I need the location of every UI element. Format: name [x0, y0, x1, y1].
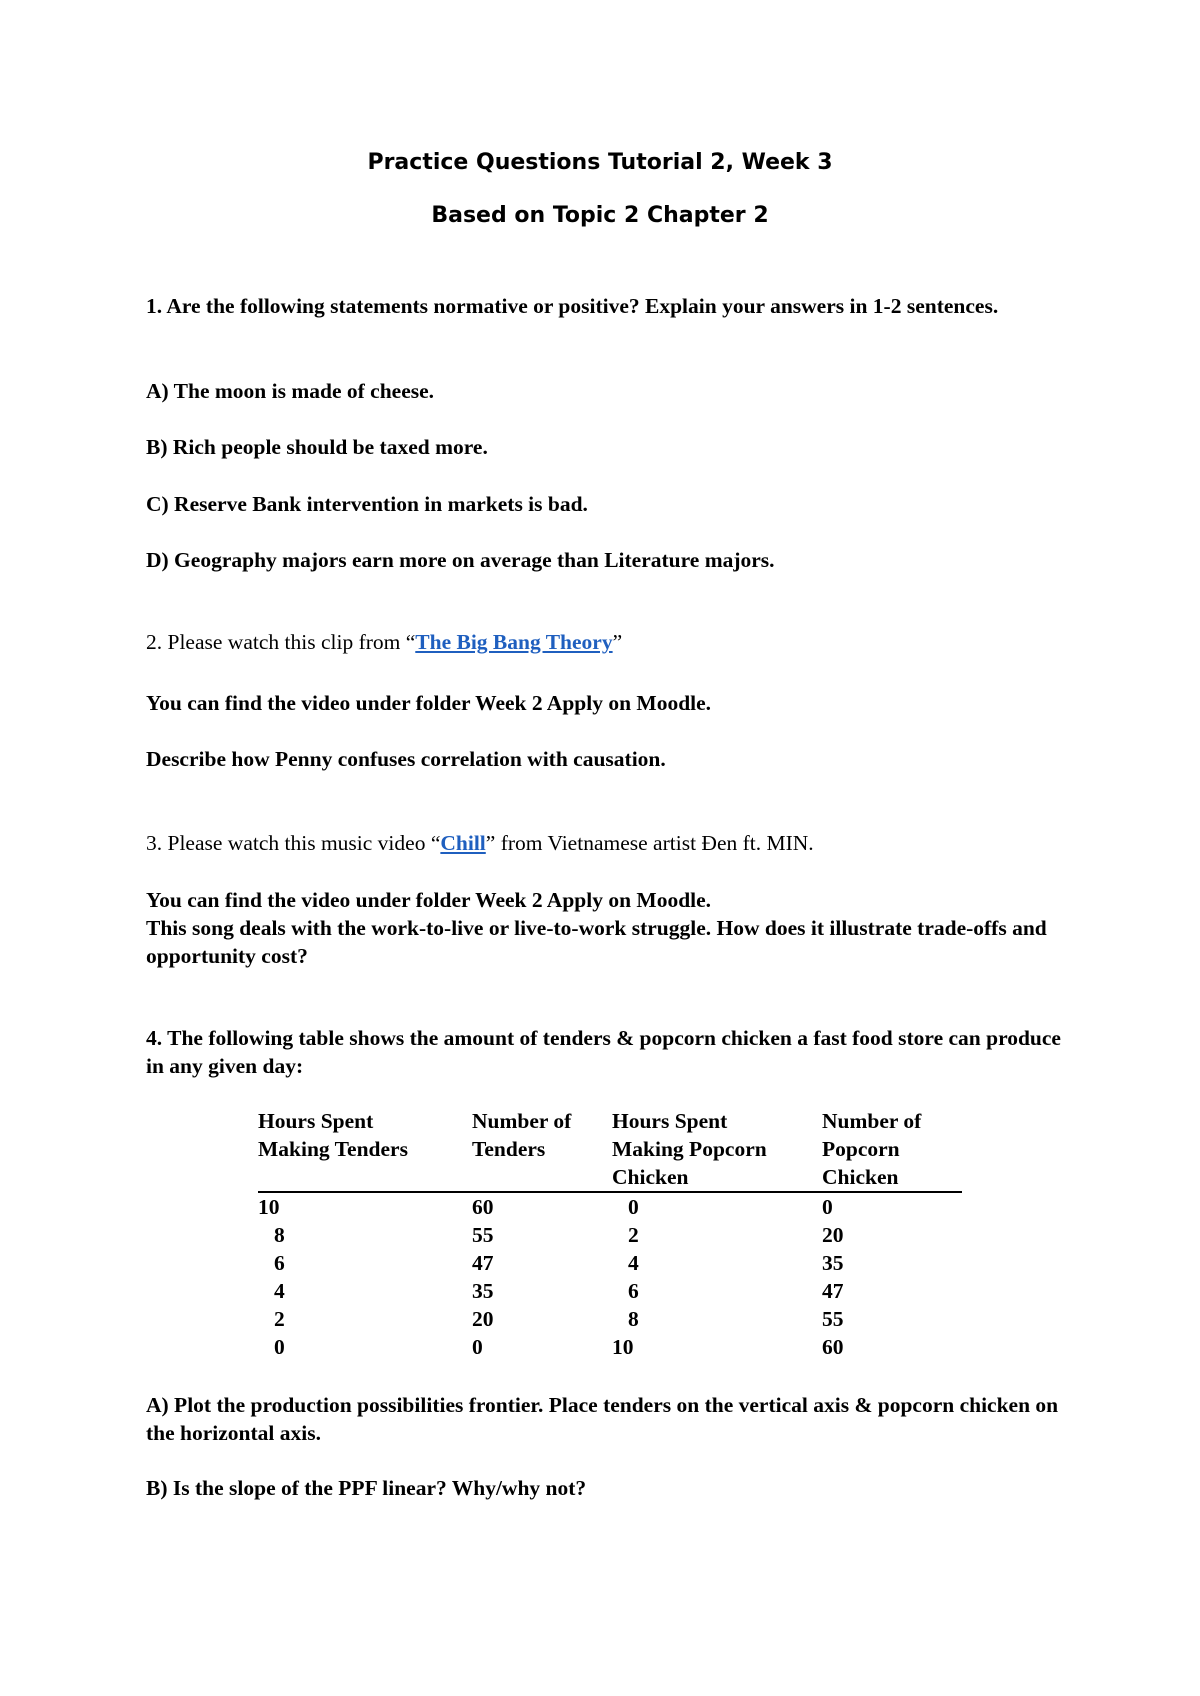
table-cell: 6	[628, 1279, 639, 1303]
q4-part-b: B) Is the slope of the PPF linear? Why/why not?	[146, 1476, 587, 1500]
q3-suffix: ” from Vietnamese artist Đen ft. MIN.	[485, 831, 814, 855]
q2-task: Describe how Penny confuses correlation with causation.	[146, 747, 666, 771]
big-bang-theory-link[interactable]: The Big Bang Theory	[415, 630, 613, 654]
table-cell: 10	[612, 1335, 634, 1359]
header-hours-tenders: Hours Spent Making Tenders	[258, 1107, 472, 1192]
q2-suffix: ”	[612, 630, 623, 654]
q3-location: You can find the video under folder Week 2 Apply on Moodle.	[146, 888, 712, 912]
q1-option-d: D) Geography majors earn more on average than Literature majors.	[146, 548, 775, 572]
table-cell: 0	[274, 1335, 285, 1359]
table-cell: 4	[628, 1251, 639, 1275]
q2-location: You can find the video under folder Week 2 Apply on Moodle.	[146, 691, 712, 715]
table-cell: 60	[822, 1335, 844, 1359]
table-cell: 2	[628, 1223, 639, 1247]
header-number-tenders: Number of Tenders	[472, 1107, 612, 1192]
table-cell: 8	[628, 1307, 639, 1331]
table-header-row	[258, 1107, 962, 1192]
table-cell: 2	[274, 1307, 285, 1331]
table-cell: 0	[472, 1335, 483, 1359]
q1-option-a: A) The moon is made of cheese.	[146, 379, 435, 403]
table-row	[258, 1333, 962, 1361]
chill-link[interactable]: Chill	[440, 831, 486, 855]
page-title: Practice Questions Tutorial 2, Week 3	[367, 150, 833, 175]
table-row	[258, 1192, 962, 1221]
table-row	[258, 1305, 962, 1333]
q1-prompt: 1. Are the following statements normative or positive? Explain your answers in 1-2 sentences.	[146, 294, 999, 318]
table-cell: 47	[472, 1251, 494, 1275]
page-subtitle: Based on Topic 2 Chapter 2	[431, 203, 769, 228]
table-cell: 0	[822, 1195, 833, 1219]
header-number-popcorn: Number of Popcorn Chicken	[822, 1107, 962, 1192]
q2-prompt	[146, 628, 1076, 656]
table-row	[258, 1277, 962, 1305]
table-row	[258, 1249, 962, 1277]
q2-prefix: 2. Please watch this clip from “	[146, 630, 416, 654]
table-row	[258, 1221, 962, 1249]
header-hours-popcorn: Hours Spent Making Popcorn Chicken	[612, 1107, 822, 1192]
table-cell: 4	[274, 1279, 285, 1303]
table-cell: 0	[628, 1195, 639, 1219]
table-cell: 47	[822, 1279, 844, 1303]
table-cell: 55	[822, 1307, 844, 1331]
q4-part-a: A) Plot the production possibilities frontier. Place tenders on the vertical axis & popcorn chicken on the horizontal axis.	[146, 1393, 1059, 1445]
q1-option-c: C) Reserve Bank intervention in markets is bad.	[146, 492, 588, 516]
table-cell: 60	[472, 1195, 494, 1219]
q3-prompt	[146, 829, 1076, 857]
production-table	[258, 1107, 962, 1361]
q3-prefix: 3. Please watch this music video “	[146, 831, 441, 855]
table-cell: 20	[472, 1307, 494, 1331]
table-cell: 6	[274, 1251, 285, 1275]
table-cell: 35	[472, 1279, 494, 1303]
table-cell: 8	[274, 1223, 285, 1247]
q3-task: This song deals with the work-to-live or live-to-work struggle. How does it illustrate trade-offs and opportunity cost?	[146, 916, 1047, 968]
table-cell: 55	[472, 1223, 494, 1247]
q1-option-b: B) Rich people should be taxed more.	[146, 435, 488, 459]
table-cell: 10	[258, 1195, 280, 1219]
table-cell: 20	[822, 1223, 844, 1247]
q4-prompt: 4. The following table shows the amount of tenders & popcorn chicken a fast food store can produce in any given day:	[146, 1026, 1061, 1078]
table-cell: 35	[822, 1251, 844, 1275]
